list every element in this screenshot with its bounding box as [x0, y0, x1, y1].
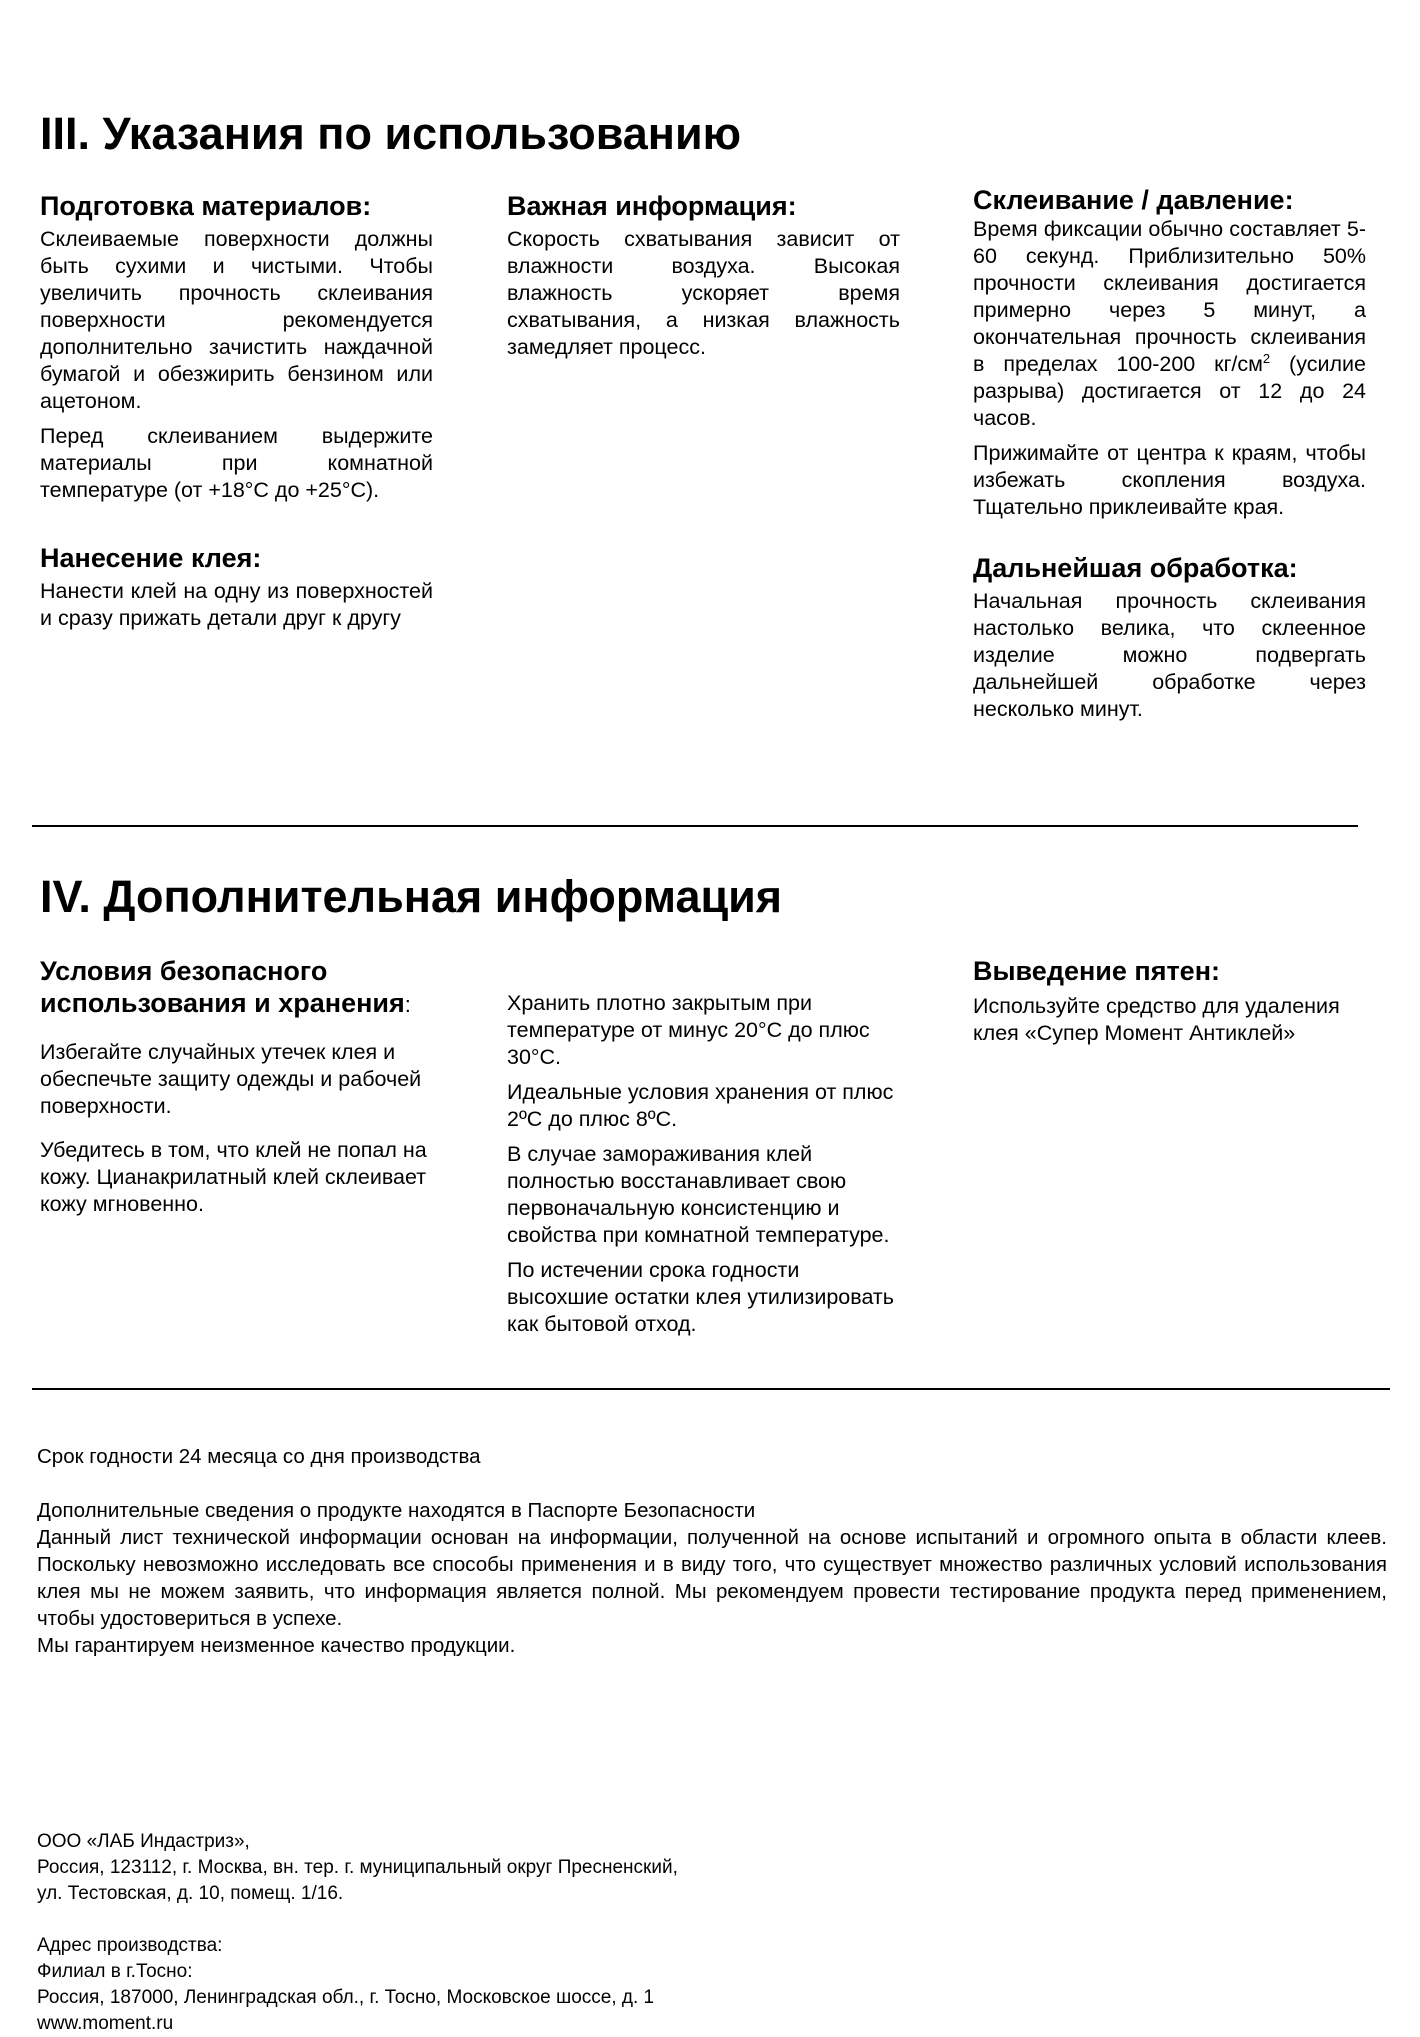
- info-paragraph: Данный лист технической информации основан на информации, полученной на основе испытаний и огромного опыта в области клеев. Поскольку невозможно исследовать все способы применения и в виду того, что существует множество различных условий использования клея мы не можем заявить, что информация является полной. Мы рекомендуем провести тестирование продукта перед применением, чтобы удостовериться в успехе.: [37, 1526, 1387, 1630]
- further-paragraph-1: Начальная прочность склеивания настолько велика, что склеенное изделие можно подвергать дальнейшей обработке через несколько минут.: [973, 589, 1366, 721]
- shelf-life: Срок годности 24 месяца со дня производства: [37, 1445, 481, 1468]
- safety-paragraph-2: Убедитесь в том, что клей не попал на кожу. Цианакрилатный клей склеивает кожу мгновенно.: [40, 1138, 427, 1216]
- stains-block: [973, 955, 1343, 1047]
- storage-paragraph-2: Идеальные условия хранения от плюс 2ºС до плюс 8ºС.: [507, 1080, 894, 1131]
- apply-block: [40, 542, 433, 632]
- section-4-title: IV. Дополнительная информация: [40, 871, 783, 922]
- safety-block: [40, 955, 440, 1218]
- bonding-heading: Склеивание / давление:: [973, 185, 1294, 215]
- stains-paragraph-1: Используйте средство для удаления клея «Супер Момент Антиклей»: [973, 994, 1340, 1045]
- company-name: ООО «ЛАБ Индастриз»,: [37, 1831, 250, 1852]
- storage-paragraph-4: По истечении срока годности высохшие остатки клея утилизировать как бытовой отход.: [507, 1258, 894, 1336]
- prep-paragraph-1: Склеиваемые поверхности должны быть сухими и чистыми. Чтобы увеличить прочность склеивания поверхности рекомендуется дополнительно зачистить наждачной бумагой и обезжирить бензином или ацетоном.: [40, 227, 433, 413]
- important-paragraph-1: Скорость схватывания зависит от влажности воздуха. Высокая влажность ускоряет время схватывания, а низкая влажность замедляет процесс.: [507, 227, 900, 359]
- storage-block: [507, 990, 897, 1338]
- address-line-2: ул. Тестовская, д. 10, помещ. 1/16.: [37, 1883, 344, 1904]
- branch-label: Филиал в г.Тосно:: [37, 1961, 193, 1982]
- safety-heading-colon: :: [404, 992, 411, 1017]
- section-divider-1: [32, 825, 1358, 827]
- info-line-1: Дополнительные сведения о продукте находятся в Паспорте Безопасности: [37, 1499, 756, 1522]
- production-label: Адрес производства:: [37, 1935, 223, 1956]
- section-divider-2: [32, 1388, 1390, 1390]
- prep-block: [40, 190, 433, 504]
- branch-address: Россия, 187000, Ленинградская обл., г. Тосно, Московское шоссе, д. 1: [37, 1987, 655, 2008]
- website-link[interactable]: www.moment.ru: [37, 2013, 174, 2034]
- stains-heading: Выведение пятен:: [973, 956, 1220, 986]
- important-block: [507, 190, 900, 361]
- safety-heading-text: Условия безопасного использования и хранения: [40, 956, 405, 1018]
- storage-paragraph-1: Хранить плотно закрытым при температуре от минус 20°С до плюс 30°С.: [507, 991, 870, 1069]
- further-heading: Дальнейшая обработка:: [973, 553, 1298, 583]
- safety-heading: [40, 955, 430, 1021]
- apply-paragraph-1: Нанести клей на одну из поверхностей и сразу прижать детали друг к другу: [40, 579, 433, 630]
- footer-block: [37, 1443, 1387, 1659]
- address-block: [37, 1829, 937, 2037]
- important-heading: Важная информация:: [507, 191, 797, 221]
- prep-heading: Подготовка материалов:: [40, 191, 372, 221]
- address-line-1: Россия, 123112, г. Москва, вн. тер. г. муниципальный округ Пресненский,: [37, 1857, 678, 1878]
- bonding-block: [973, 184, 1366, 521]
- bonding-paragraph-1-a: Время фиксации обычно составляет 5-60 секунд. Приблизительно 50% прочности склеивания достигается примерно через 5 минут, а окончательная прочность склеивания в пределах 100-200 кг/см: [973, 217, 1366, 376]
- storage-paragraph-3: В случае замораживания клей полностью восстанавливает свою первоначальную консистенцию и свойства при комнатной температуре.: [507, 1142, 890, 1247]
- bonding-paragraph-1-b: (усилие разрыва) достигается от 12 до 24 часов.: [973, 352, 1366, 430]
- bonding-superscript: 2: [1262, 350, 1271, 366]
- bonding-paragraph-2: Прижимайте от центра к краям, чтобы избежать скопления воздуха. Тщательно приклеивайте края.: [973, 441, 1366, 519]
- prep-paragraph-2: Перед склеиванием выдержите материалы при комнатной температуре (от +18°С до +25°С).: [40, 424, 433, 502]
- info-line-3: Мы гарантируем неизменное качество продукции.: [37, 1634, 516, 1657]
- safety-paragraph-1: Избегайте случайных утечек клея и обеспечьте защиту одежды и рабочей поверхности.: [40, 1040, 422, 1118]
- further-block: [973, 552, 1366, 723]
- section-3-title: III. Указания по использованию: [40, 108, 742, 159]
- apply-heading: Нанесение клея:: [40, 543, 262, 573]
- bonding-paragraph-1: [973, 216, 1366, 432]
